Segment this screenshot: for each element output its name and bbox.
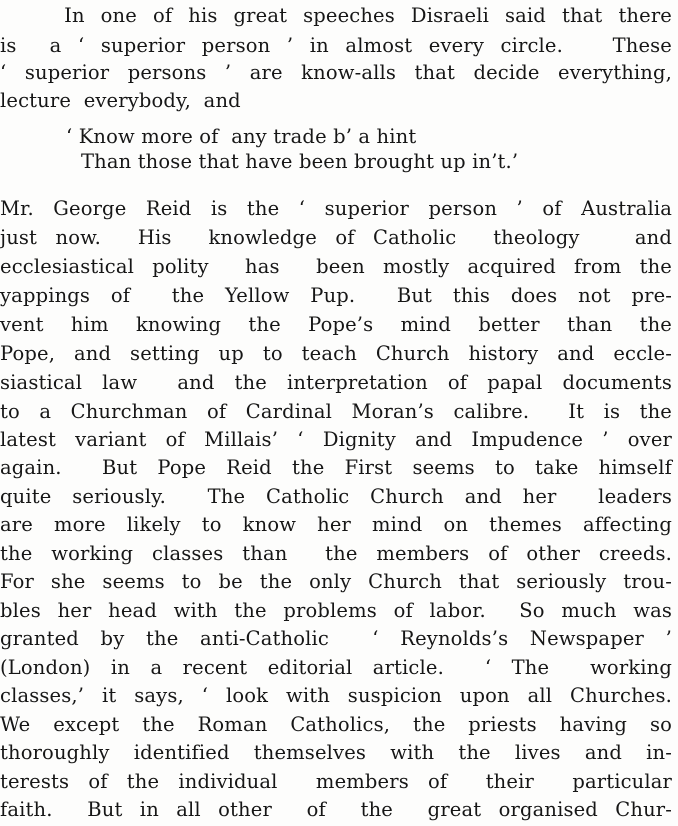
paragraph-1-line-1: In one of his great speeches Disraeli said that there: [0, 4, 672, 27]
paragraph-2-line-1: Mr. George Reid is the ‘ superior person ’ of Australia: [0, 197, 672, 220]
paragraph-2-line-12: are more likely to know her mind on themes affecting: [0, 513, 672, 536]
paragraph-2-line-3: ecclesiastical polity has been mostly acquired from the: [0, 255, 672, 278]
paragraph-1-line-2: is a ‘ superior person ’ in almost every circle. These: [0, 34, 672, 57]
paragraph-2-line-10: again. But Pope Reid the First seems to take himself: [0, 456, 672, 479]
paragraph-2-line-7: siastical law and the interpretation of papal documents: [0, 371, 672, 394]
paragraph-2-line-17: (London) in a recent editorial article. ‘ The working: [0, 656, 672, 679]
paragraph-2-line-15: bles her head with the problems of labor. So much was: [0, 599, 672, 622]
paragraph-2-line-19: We except the Roman Catholics, the priests having so: [0, 713, 672, 736]
paragraph-2-line-14: For she seems to be the only Church that seriously trou-: [0, 570, 672, 593]
paragraph-2-line-5: vent him knowing the Pope’s mind better than the: [0, 313, 672, 336]
paragraph-2-line-11: quite seriously. The Catholic Church and her leaders: [0, 485, 672, 508]
paragraph-2-line-21: terests of the individual members of their particular: [0, 770, 672, 793]
paragraph-2-line-9: latest variant of Millais’ ‘ Dignity and Impudence ’ over: [0, 428, 672, 451]
paragraph-2-line-13: the working classes than the members of other creeds.: [0, 542, 672, 565]
paragraph-1-line-4: lecture everybody, and: [0, 89, 241, 112]
paragraph-1-line-3: ‘ superior persons ’ are know-alls that decide everything,: [0, 61, 672, 84]
quote-line-2: Than those that have been brought up in’t.’: [81, 150, 519, 173]
quote-line-1: ‘ Know more of any trade b’ a hint: [66, 125, 417, 148]
paragraph-2-line-2: just now. His knowledge of Catholic theology and: [0, 226, 672, 249]
paragraph-2-line-16: granted by the anti-Catholic ‘ Reynolds’s Newspaper ’: [0, 627, 672, 650]
paragraph-2-line-20: thoroughly identified themselves with the lives and in-: [0, 741, 672, 764]
paragraph-2-line-6: Pope, and setting up to teach Church history and eccle-: [0, 342, 672, 365]
paragraph-2-line-18: classes,’ it says, ‘ look with suspicion upon all Churches.: [0, 684, 672, 707]
paragraph-2-line-8: to a Churchman of Cardinal Moran’s calibre. It is the: [0, 400, 672, 423]
paragraph-2-line-4: yappings of the Yellow Pup. But this does not pre-: [0, 284, 672, 307]
paragraph-2-line-22: faith. But in all other of the great organised Chur-: [0, 798, 672, 821]
